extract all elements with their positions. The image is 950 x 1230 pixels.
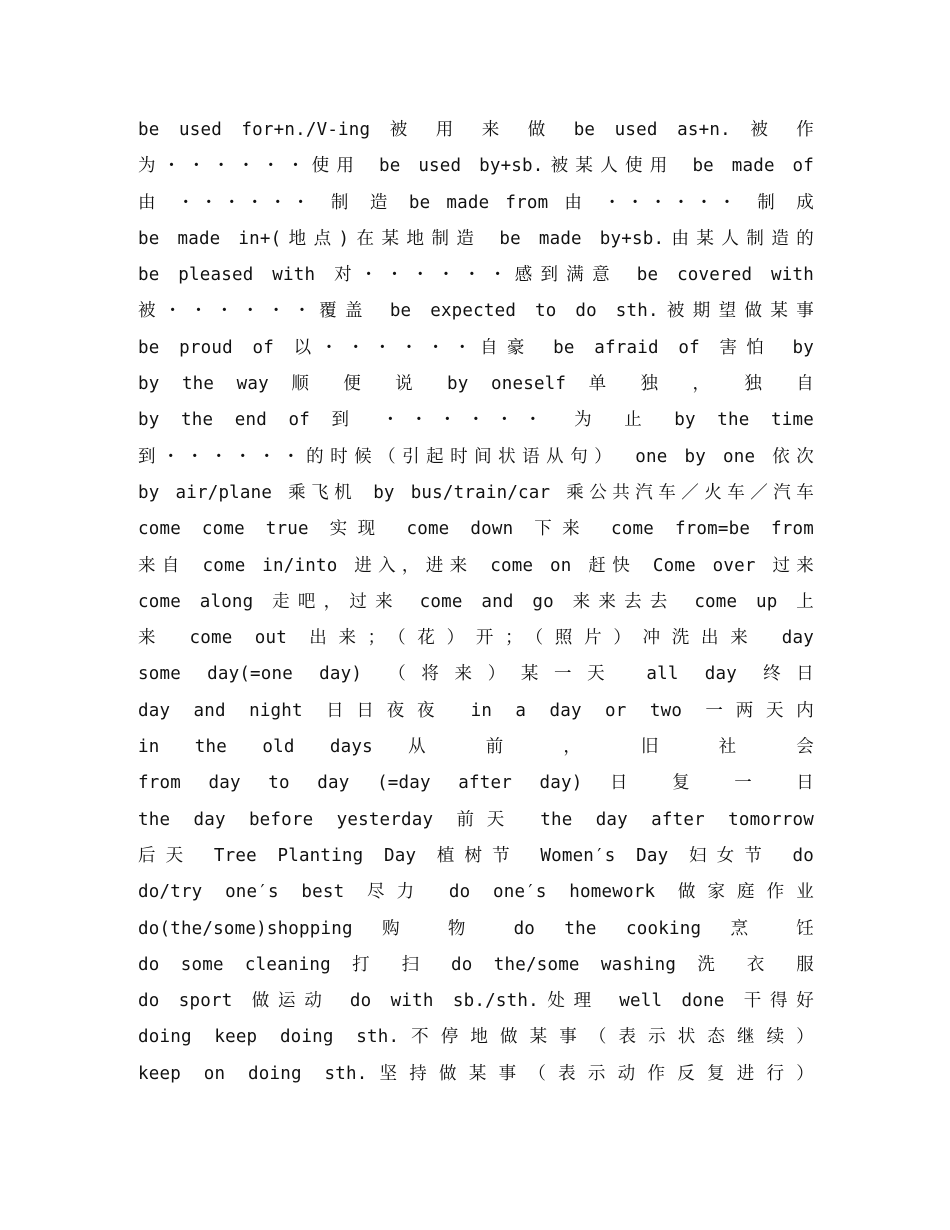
- text-line-17: day and night 日日夜夜 in a day or two 一两天内: [138, 700, 814, 721]
- text-line-05: be pleased with 对・・・・・・感到满意 be covered with: [138, 265, 814, 286]
- text-line-26: doing keep doing sth.不停地做某事（表示状态继续）: [138, 1027, 814, 1048]
- text-line-22: do/try one′s best 尽力 do one′s homework 做家庭作业: [138, 882, 814, 903]
- text-line-06: 被・・・・・・覆盖 be expected to do sth.被期望做某事: [138, 301, 814, 322]
- text-line-18: in the old days 从 前 ， 旧 社 会: [138, 737, 814, 758]
- text-line-01: be used for+n./V-ing 被 用 来 做 be used as+n. 被 作: [138, 120, 814, 140]
- text-line-12: come come true 实现 come down 下来 come from=be from: [138, 519, 814, 540]
- text-line-11: by air/plane 乘飞机 by bus/train/car 乘公共汽车／火车／汽车: [138, 482, 814, 503]
- text-line-24: do some cleaning 打 扫 do the/some washing 洗 衣 服: [138, 954, 814, 975]
- text-line-23: do(the/some)shopping 购 物 do the cooking 烹 饪: [138, 918, 814, 939]
- text-line-21: 后天 Tree Planting Day 植树节 Women′s Day 妇女节 do: [138, 845, 814, 866]
- text-line-15: 来 come out 出来；（花）开；（照片）冲洗出来 day: [138, 628, 814, 649]
- text-line-14: come along 走吧，过来 come and go 来来去去 come up 上: [138, 591, 814, 612]
- text-line-19: from day to day (=day after day) 日 复 一 日: [138, 773, 814, 794]
- vocabulary-text-block: [138, 112, 814, 1092]
- text-line-10: 到・・・・・・的时候（引起时间状语从句） one by one 依次: [138, 446, 814, 467]
- text-line-03: 由 ・・・・・・ 制 造 be made from 由 ・・・・・・ 制 成: [138, 192, 814, 213]
- text-line-02: 为・・・・・・使用 be used by+sb.被某人使用 be made of: [138, 156, 814, 177]
- text-line-25: do sport 做运动 do with sb./sth.处理 well done 干得好: [138, 991, 814, 1012]
- text-line-09: by the end of 到 ・・・・・・ 为 止 by the time: [138, 410, 814, 431]
- text-line-08: by the way 顺 便 说 by oneself 单 独 ， 独 自: [138, 374, 814, 395]
- text-line-13: 来自 come in/into 进入，进来 come on 赶快 Come over 过来: [138, 555, 814, 576]
- text-line-16: some day(=one day) （将来）某一天 all day 终日: [138, 664, 814, 685]
- text-line-04: be made in+(地点)在某地制造 be made by+sb.由某人制造的: [138, 228, 814, 249]
- text-line-27: keep on doing sth.坚持做某事（表示动作反复进行）: [138, 1063, 814, 1084]
- text-line-20: the day before yesterday 前天 the day after tomorrow: [138, 809, 814, 830]
- text-line-07: be proud of 以・・・・・・自豪 be afraid of 害怕 by: [138, 337, 814, 358]
